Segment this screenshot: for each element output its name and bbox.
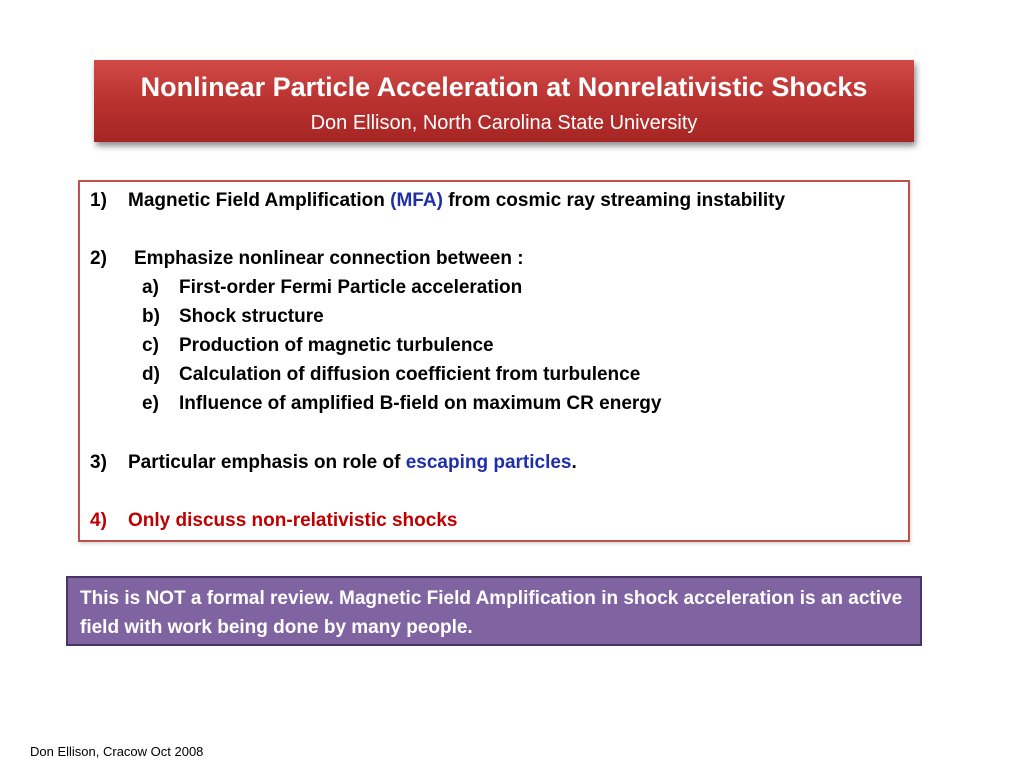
slide-subtitle: Don Ellison, North Carolina State University <box>310 112 698 134</box>
sub-item-letter: a) <box>142 277 159 298</box>
sub-item-text: Shock structure <box>179 306 324 327</box>
sub-item-letter: c) <box>142 335 159 356</box>
item-text-end: . <box>571 452 577 473</box>
content-box <box>78 180 910 542</box>
slide-title: Nonlinear Particle Acceleration at Nonrelativistic Shocks <box>140 72 868 102</box>
item-text: Emphasize nonlinear connection between : <box>134 248 524 269</box>
note-box <box>66 576 922 646</box>
title-banner <box>94 60 914 142</box>
mfa-highlight: (MFA) <box>390 190 443 211</box>
sub-item-letter: b) <box>142 306 160 327</box>
sub-item-letter: d) <box>142 364 160 385</box>
note-text: This is NOT a formal review. Magnetic Field Amplification in shock acceleration is an active field with work being done by many people. <box>80 588 903 638</box>
item-text <box>128 452 577 474</box>
item-text-end: from cosmic ray streaming instability <box>442 190 786 211</box>
sub-item-text: Production of magnetic turbulence <box>179 335 494 356</box>
footer-text: Don Ellison, Cracow Oct 2008 <box>30 744 204 759</box>
item-text-start: Particular emphasis on role of <box>128 452 406 473</box>
sub-item-text: First-order Fermi Particle acceleration <box>179 277 523 298</box>
sub-item-text: Influence of amplified B-field on maximum CR energy <box>179 393 662 414</box>
item-number: 3) <box>90 452 107 473</box>
item-text: Only discuss non-relativistic shocks <box>128 510 458 531</box>
sub-item-text: Calculation of diffusion coefficient from turbulence <box>179 364 641 385</box>
item-text-start: Magnetic Field Amplification <box>128 190 391 211</box>
item-number: 1) <box>90 190 107 211</box>
item-number: 2) <box>90 248 107 269</box>
sub-item-letter: e) <box>142 393 159 414</box>
escaping-particles-highlight: escaping particles <box>405 452 572 473</box>
item-number: 4) <box>90 510 107 531</box>
item-text <box>128 190 785 212</box>
